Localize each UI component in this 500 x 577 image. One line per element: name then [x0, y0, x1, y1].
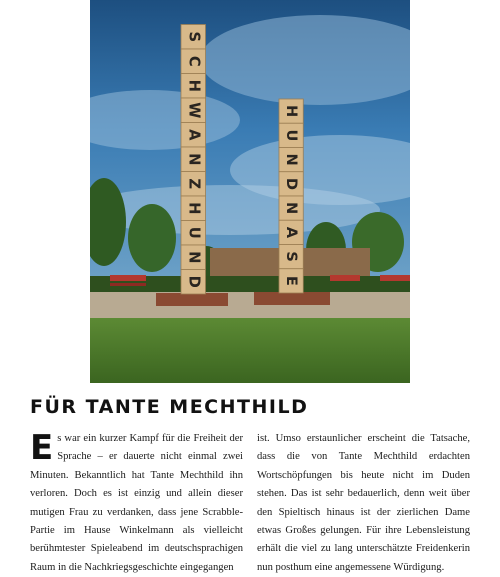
- tile-letter: N: [283, 153, 301, 166]
- article-photo: [90, 0, 410, 383]
- tile-letter: U: [283, 129, 301, 142]
- column-left-text: s war ein kurzer Kampf für die Freiheit der Sprache – er dauerte nicht einmal zwei Minuten. Bekanntlich hat Tante Mechthild ihn verloren. Doch es ist einzig und allein dieser mutigen Frau zu verdanken, dass jene Scrabble-Partie im Hause Winkelmann als vielleicht berühmtester Spieleabend im deutschsprachigen Raum in die Nachkriegsgeschichte eingegangen: [30, 433, 243, 573]
- tile-letter: H: [185, 202, 203, 215]
- tile-letter: N: [185, 251, 203, 264]
- tile-letter: A: [283, 226, 301, 239]
- article-headline: FÜR TANTE MECHTHILD: [30, 396, 309, 418]
- lawn: [90, 318, 410, 383]
- tile-letter: S: [185, 31, 203, 43]
- article-column-left: [30, 430, 243, 577]
- tile-letter: H: [185, 79, 203, 92]
- tile-letter: E: [283, 275, 301, 286]
- tile-letter: W: [185, 102, 203, 119]
- tile-tower-hundnase: [279, 99, 303, 293]
- bench-left: [110, 275, 146, 286]
- tile-letter: U: [185, 226, 203, 239]
- tile-tower-schwanzhund: [181, 25, 206, 295]
- tile-letter: N: [185, 153, 203, 166]
- tile-letter: C: [185, 55, 203, 67]
- tile-letter: N: [283, 202, 301, 215]
- article-column-right: ist. Umso erstaunlicher erscheint die Tatsache, dass die von Tante Mechthild erdachten Wortschöpfungen bis heute nicht im Duden stehen. Das ist sehr bedauerlich, denn weit über den Spieltisch hinaus ist der zierlichen Dame etwas Großes gelungen. Für ihre Lebensleistung erhält die viel zu lang unterschätzte Freidenkerin nun posthum eine angemessene Würdigung.: [257, 433, 470, 573]
- tile-letter: A: [185, 129, 203, 141]
- drop-cap: E: [30, 428, 54, 468]
- tile-letter: D: [283, 177, 301, 190]
- tile-letter: Z: [185, 178, 203, 190]
- tile-letter: D: [185, 275, 203, 288]
- tile-base-left: [156, 293, 228, 306]
- tile-letter: H: [283, 105, 301, 118]
- tile-letter: S: [283, 251, 301, 262]
- tree: [128, 204, 176, 272]
- scrabble-monument-scene: [90, 0, 410, 383]
- pavement: [90, 292, 410, 318]
- tile-base-right: [254, 292, 330, 305]
